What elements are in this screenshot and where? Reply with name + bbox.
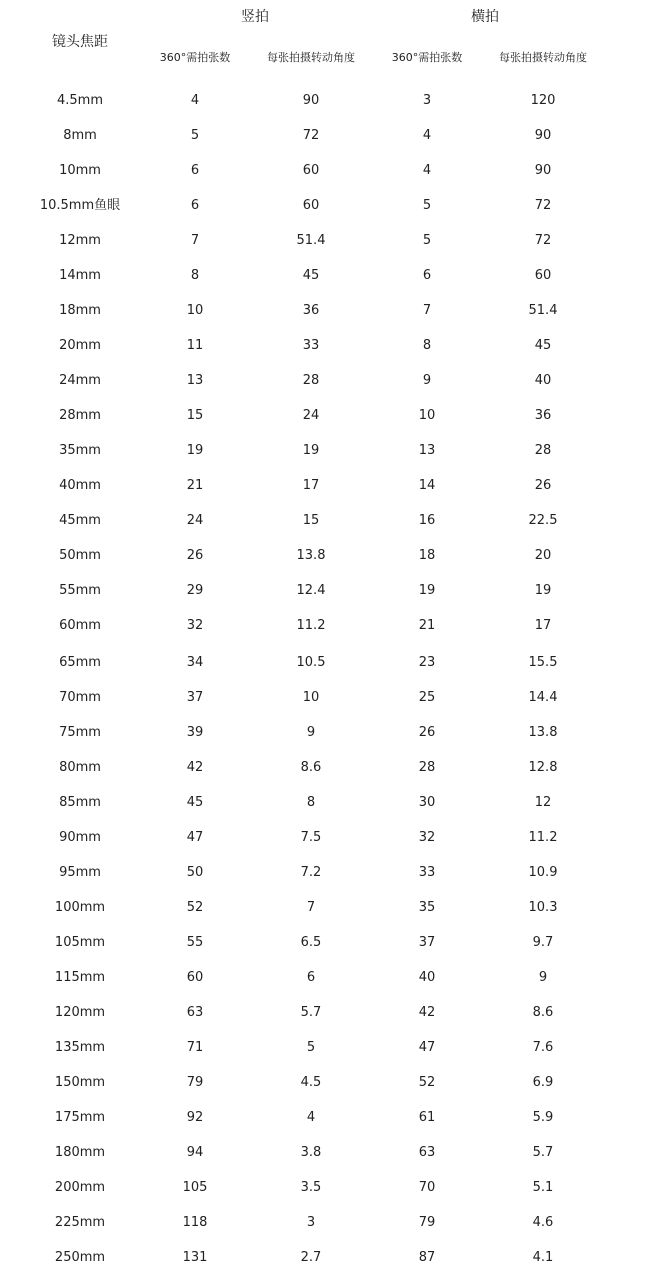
portrait-shots-cell: 11	[186, 338, 204, 353]
table-row	[0, 405, 648, 427]
landscape-angle-cell: 8.6	[532, 1005, 554, 1020]
landscape-angle-cell: 5.1	[532, 1180, 554, 1195]
landscape-angle-cell: 17	[534, 618, 552, 633]
table-row	[0, 300, 648, 322]
lens-focal-length-cell: 80mm	[59, 760, 101, 775]
landscape-angle-cell: 60	[534, 268, 552, 283]
portrait-angle-cell: 51.4	[296, 233, 326, 248]
landscape-shots-cell: 23	[418, 655, 436, 670]
portrait-shots-cell: 6	[190, 198, 200, 213]
landscape-angle-cell: 10.3	[528, 900, 558, 915]
landscape-angle-cell: 4.1	[532, 1250, 554, 1265]
portrait-shots-cell: 10	[186, 303, 204, 318]
lens-focal-length-cell: 55mm	[59, 583, 101, 598]
table-row	[0, 652, 648, 674]
portrait-angle-cell: 5	[306, 1040, 316, 1055]
portrait-shots-cell: 39	[186, 725, 204, 740]
landscape-angle-header: 每张拍摄转动角度	[499, 51, 587, 64]
table-row	[0, 370, 648, 392]
landscape-shots-cell: 28	[418, 760, 436, 775]
landscape-shots-cell: 5	[422, 233, 432, 248]
table-row	[0, 160, 648, 182]
landscape-shots-cell: 9	[422, 373, 432, 388]
portrait-angle-cell: 3.8	[300, 1145, 322, 1160]
portrait-angle-cell: 4	[306, 1110, 316, 1125]
lens-focal-length-header: 镜头焦距	[52, 34, 108, 50]
lens-focal-length-cell: 85mm	[59, 795, 101, 810]
landscape-angle-cell: 36	[534, 408, 552, 423]
landscape-angle-cell: 7.6	[532, 1040, 554, 1055]
lens-focal-length-cell: 90mm	[59, 830, 101, 845]
lens-focal-length-cell: 105mm	[54, 935, 106, 950]
portrait-shots-cell: 13	[186, 373, 204, 388]
portrait-angle-cell: 33	[302, 338, 320, 353]
portrait-angle-cell: 4.5	[300, 1075, 322, 1090]
lens-focal-length-cell: 135mm	[54, 1040, 106, 1055]
landscape-angle-cell: 120	[530, 93, 556, 108]
table-row	[0, 510, 648, 532]
portrait-shots-cell: 37	[186, 690, 204, 705]
portrait-angle-cell: 60	[302, 198, 320, 213]
landscape-shots-cell: 61	[418, 1110, 436, 1125]
table-row	[0, 1072, 648, 1094]
landscape-angle-cell: 12	[534, 795, 552, 810]
landscape-shots-cell: 4	[422, 128, 432, 143]
lens-focal-length-cell: 4.5mm	[56, 93, 103, 108]
landscape-angle-cell: 20	[534, 548, 552, 563]
portrait-angle-cell: 45	[302, 268, 320, 283]
table-row	[0, 545, 648, 567]
landscape-shots-cell: 16	[418, 513, 436, 528]
landscape-angle-cell: 22.5	[528, 513, 558, 528]
landscape-angle-cell: 72	[534, 198, 552, 213]
landscape-angle-cell: 90	[534, 128, 552, 143]
portrait-angle-cell: 17	[302, 478, 320, 493]
lens-focal-length-cell: 18mm	[59, 303, 101, 318]
landscape-shots-cell: 52	[418, 1075, 436, 1090]
lens-focal-length-cell: 150mm	[54, 1075, 106, 1090]
portrait-angle-cell: 10	[302, 690, 320, 705]
landscape-angle-cell: 72	[534, 233, 552, 248]
lens-focal-length-cell: 40mm	[59, 478, 101, 493]
table-row	[0, 722, 648, 744]
landscape-angle-cell: 9.7	[532, 935, 554, 950]
table-row	[0, 1037, 648, 1059]
portrait-shots-cell: 60	[186, 970, 204, 985]
table-row	[0, 195, 648, 217]
portrait-angle-cell: 72	[302, 128, 320, 143]
portrait-shots-cell: 42	[186, 760, 204, 775]
portrait-shots-cell: 26	[186, 548, 204, 563]
landscape-shots-cell: 42	[418, 1005, 436, 1020]
landscape-shots-cell: 87	[418, 1250, 436, 1265]
portrait-shots-cell: 55	[186, 935, 204, 950]
lens-focal-length-cell: 10mm	[59, 163, 101, 178]
lens-focal-length-cell: 8mm	[63, 128, 97, 143]
portrait-angle-cell: 7	[306, 900, 316, 915]
portrait-shots-cell: 50	[186, 865, 204, 880]
table-row	[0, 897, 648, 919]
portrait-angle-cell: 3	[306, 1215, 316, 1230]
table-row	[0, 687, 648, 709]
landscape-shots-cell: 8	[422, 338, 432, 353]
landscape-angle-cell: 15.5	[528, 655, 558, 670]
landscape-angle-cell: 13.8	[528, 725, 558, 740]
portrait-angle-cell: 3.5	[300, 1180, 322, 1195]
lens-focal-length-cell: 120mm	[54, 1005, 106, 1020]
portrait-shots-cell: 131	[182, 1250, 208, 1265]
landscape-angle-cell: 28	[534, 443, 552, 458]
portrait-angle-cell: 7.2	[300, 865, 322, 880]
landscape-shots-cell: 63	[418, 1145, 436, 1160]
landscape-angle-cell: 12.8	[528, 760, 558, 775]
table-row	[0, 1107, 648, 1129]
portrait-shots-cell: 45	[186, 795, 204, 810]
lens-focal-length-cell: 225mm	[54, 1215, 106, 1230]
portrait-shots-cell: 7	[190, 233, 200, 248]
portrait-shots-cell: 29	[186, 583, 204, 598]
portrait-shots-cell: 8	[190, 268, 200, 283]
landscape-angle-cell: 90	[534, 163, 552, 178]
landscape-angle-cell: 5.9	[532, 1110, 554, 1125]
landscape-angle-cell: 6.9	[532, 1075, 554, 1090]
table-row	[0, 230, 648, 252]
portrait-angle-cell: 8.6	[300, 760, 322, 775]
portrait-angle-cell: 60	[302, 163, 320, 178]
portrait-shots-cell: 92	[186, 1110, 204, 1125]
portrait-shots-cell: 105	[182, 1180, 208, 1195]
table-row	[0, 335, 648, 357]
portrait-shots-cell: 52	[186, 900, 204, 915]
landscape-angle-cell: 45	[534, 338, 552, 353]
landscape-angle-cell: 51.4	[528, 303, 558, 318]
landscape-angle-cell: 14.4	[528, 690, 558, 705]
lens-focal-length-cell: 180mm	[54, 1145, 106, 1160]
landscape-angle-cell: 11.2	[528, 830, 558, 845]
landscape-shots-cell: 14	[418, 478, 436, 493]
portrait-angle-cell: 15	[302, 513, 320, 528]
landscape-shots-cell: 10	[418, 408, 436, 423]
portrait-angle-cell: 6	[306, 970, 316, 985]
landscape-shots-cell: 40	[418, 970, 436, 985]
portrait-angle-cell: 12.4	[296, 583, 326, 598]
landscape-shots-cell: 33	[418, 865, 436, 880]
portrait-shots-cell: 6	[190, 163, 200, 178]
table-row	[0, 1212, 648, 1234]
table-row	[0, 440, 648, 462]
lens-focal-length-cell: 200mm	[54, 1180, 106, 1195]
portrait-shots-cell: 4	[190, 93, 200, 108]
landscape-angle-cell: 26	[534, 478, 552, 493]
portrait-angle-cell: 9	[306, 725, 316, 740]
landscape-shots-cell: 35	[418, 900, 436, 915]
portrait-angle-cell: 24	[302, 408, 320, 423]
table-row	[0, 615, 648, 637]
landscape-angle-cell: 5.7	[532, 1145, 554, 1160]
table-row	[0, 1002, 648, 1024]
table-row	[0, 265, 648, 287]
portrait-shots-cell: 19	[186, 443, 204, 458]
table-row	[0, 862, 648, 884]
lens-focal-length-cell: 14mm	[59, 268, 101, 283]
portrait-angle-cell: 2.7	[300, 1250, 322, 1265]
landscape-shots-cell: 13	[418, 443, 436, 458]
lens-focal-length-cell: 10.5mm鱼眼	[39, 198, 121, 213]
landscape-angle-cell: 9	[538, 970, 548, 985]
landscape-shots-cell: 25	[418, 690, 436, 705]
portrait-shots-cell: 15	[186, 408, 204, 423]
landscape-angle-cell: 40	[534, 373, 552, 388]
landscape-angle-cell: 10.9	[528, 865, 558, 880]
portrait-shots-cell: 24	[186, 513, 204, 528]
landscape-shots-cell: 4	[422, 163, 432, 178]
landscape-shots-cell: 19	[418, 583, 436, 598]
portrait-angle-header: 每张拍摄转动角度	[267, 51, 355, 64]
portrait-shots-cell: 34	[186, 655, 204, 670]
portrait-shots-cell: 79	[186, 1075, 204, 1090]
lens-focal-length-cell: 45mm	[59, 513, 101, 528]
portrait-shots-cell: 21	[186, 478, 204, 493]
portrait-angle-cell: 6.5	[300, 935, 322, 950]
landscape-shots-cell: 70	[418, 1180, 436, 1195]
lens-focal-length-cell: 250mm	[54, 1250, 106, 1265]
lens-focal-length-cell: 70mm	[59, 690, 101, 705]
portrait-angle-cell: 5.7	[300, 1005, 322, 1020]
portrait-shots-header: 360°需拍张数	[159, 51, 231, 64]
portrait-shots-cell: 47	[186, 830, 204, 845]
portrait-shots-cell: 118	[182, 1215, 208, 1230]
lens-focal-length-cell: 115mm	[54, 970, 106, 985]
lens-focal-length-cell: 35mm	[59, 443, 101, 458]
lens-focal-length-cell: 12mm	[59, 233, 101, 248]
portrait-angle-cell: 10.5	[296, 655, 326, 670]
table-row	[0, 90, 648, 112]
portrait-shots-cell: 94	[186, 1145, 204, 1160]
table-row	[0, 792, 648, 814]
landscape-shots-cell: 47	[418, 1040, 436, 1055]
portrait-shots-cell: 32	[186, 618, 204, 633]
lens-focal-length-cell: 60mm	[59, 618, 101, 633]
landscape-shots-cell: 30	[418, 795, 436, 810]
landscape-shots-cell: 7	[422, 303, 432, 318]
table-row	[0, 580, 648, 602]
table-row	[0, 125, 648, 147]
landscape-angle-cell: 19	[534, 583, 552, 598]
table-row	[0, 475, 648, 497]
table-row	[0, 1142, 648, 1164]
landscape-group-header: 横拍	[471, 9, 499, 25]
portrait-angle-cell: 13.8	[296, 548, 326, 563]
landscape-shots-cell: 79	[418, 1215, 436, 1230]
landscape-shots-cell: 37	[418, 935, 436, 950]
table-row	[0, 757, 648, 779]
landscape-shots-cell: 5	[422, 198, 432, 213]
lens-focal-length-cell: 65mm	[59, 655, 101, 670]
landscape-shots-cell: 18	[418, 548, 436, 563]
landscape-shots-cell: 3	[422, 93, 432, 108]
table-row	[0, 827, 648, 849]
landscape-shots-cell: 26	[418, 725, 436, 740]
portrait-angle-cell: 90	[302, 93, 320, 108]
lens-focal-length-cell: 175mm	[54, 1110, 106, 1125]
lens-focal-length-cell: 100mm	[54, 900, 106, 915]
portrait-angle-cell: 36	[302, 303, 320, 318]
portrait-angle-cell: 11.2	[296, 618, 326, 633]
portrait-group-header: 竖拍	[241, 9, 269, 25]
portrait-angle-cell: 8	[306, 795, 316, 810]
portrait-shots-cell: 5	[190, 128, 200, 143]
lens-focal-length-cell: 75mm	[59, 725, 101, 740]
landscape-shots-cell: 6	[422, 268, 432, 283]
landscape-angle-cell: 4.6	[532, 1215, 554, 1230]
portrait-angle-cell: 19	[302, 443, 320, 458]
portrait-angle-cell: 28	[302, 373, 320, 388]
lens-focal-length-cell: 28mm	[59, 408, 101, 423]
lens-focal-length-cell: 50mm	[59, 548, 101, 563]
table-row	[0, 932, 648, 954]
lens-focal-length-cell: 24mm	[59, 373, 101, 388]
landscape-shots-cell: 21	[418, 618, 436, 633]
portrait-shots-cell: 71	[186, 1040, 204, 1055]
landscape-shots-header: 360°需拍张数	[391, 51, 463, 64]
table-row	[0, 967, 648, 989]
portrait-shots-cell: 63	[186, 1005, 204, 1020]
lens-focal-length-cell: 95mm	[59, 865, 101, 880]
landscape-shots-cell: 32	[418, 830, 436, 845]
table-row	[0, 1247, 648, 1269]
table-row	[0, 1177, 648, 1199]
portrait-angle-cell: 7.5	[300, 830, 322, 845]
lens-focal-length-cell: 20mm	[59, 338, 101, 353]
